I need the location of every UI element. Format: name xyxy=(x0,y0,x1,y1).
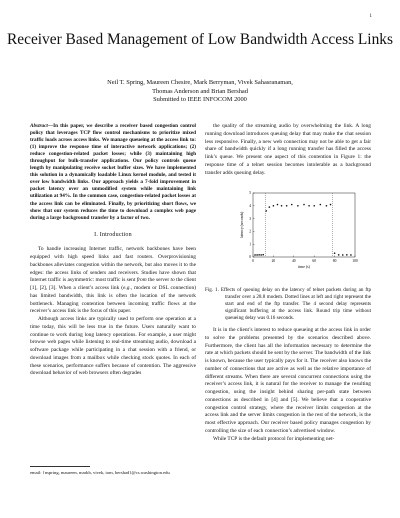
data-point xyxy=(334,253,336,255)
abstract xyxy=(30,123,196,222)
y-tick-label: 0 xyxy=(249,255,251,260)
data-point xyxy=(303,204,305,206)
plot-frame xyxy=(253,193,355,257)
right-column xyxy=(205,123,371,443)
x-tick-label: 40 xyxy=(292,259,296,264)
data-point xyxy=(308,205,310,207)
data-point xyxy=(338,254,340,256)
data-point xyxy=(265,210,267,212)
data-point xyxy=(254,254,256,256)
x-tick-label: 0 xyxy=(252,259,254,264)
x-tick-label: 20 xyxy=(271,259,276,264)
y-tick-label: 2 xyxy=(249,229,251,234)
intro-text: the client [1], [2], [3]. When a client’s access link ( xyxy=(30,277,196,292)
x-tick-label: 80 xyxy=(332,259,337,264)
y-tick-label: 1 xyxy=(249,242,251,247)
footnote-rule xyxy=(30,466,90,467)
data-point xyxy=(258,254,260,256)
x-axis-label: time (s) xyxy=(298,265,310,270)
right-paragraph-2: It is in the client’s interest to reduce queueing at the access link in order to solve the problems presented by the scenarios described above. Furthermore, the client has all the information necessary to determine the rate at which packets should be sent by the server. The bandwidth of the link is known, because the user typically pays for it. The receiver also knows the number of connections that are active as well as the relative importance of different streams. When there are several concurrent connections using the receiver’s access link, it is natural for the receiver to manage the resulting congestion, using the insight behind sharing per-path state between connections as described in [4] and [5]. We believe that a cooperative congestion control strategy, where the receiver limits congestion at the access link and the server limits congestion in the rest of the network, is the most effective approach. Our receiver based policy manages congestion by controlling the size of each connection’s advertised window. xyxy=(205,327,371,434)
intro-emph-to: to xyxy=(170,277,175,284)
y-tick-label: 4 xyxy=(249,204,251,209)
y-tick-label: 5 xyxy=(249,191,251,196)
data-point xyxy=(330,204,332,206)
intro-paragraph-2: Although access links are typically used to perform one operation at a time today, this will be less true in the future. Users naturally want to continue to work during long latency operations. For example, a user might browse web pages while listening to real-time streaming audio, download a software package while participating in a chat session with a friend, or download images from a mailbox while checking stock quotes. In each of these scenarios, performance suffers because of contention. The aggressive download behavior of web browsers often degrades xyxy=(30,316,196,377)
data-point xyxy=(320,204,322,206)
data-point xyxy=(277,204,279,206)
data-point xyxy=(346,254,348,256)
data-point xyxy=(313,205,315,207)
data-point xyxy=(256,254,258,256)
paper-title: Receiver Based Management of Low Bandwidth Access Links xyxy=(7,31,393,48)
data-point xyxy=(291,204,293,206)
data-point xyxy=(297,205,299,207)
data-point xyxy=(342,254,344,256)
submission-note: Submitted to IEEE INFOCOM 2000 xyxy=(153,96,247,104)
y-axis-label: latency (seconds) xyxy=(240,212,244,239)
author-block xyxy=(0,79,400,105)
authors-line-2: Thomas Anderson and Brian Bershad xyxy=(152,87,248,95)
left-column xyxy=(30,123,196,378)
intro-text: , modem or DSL connection) has limited bandwidth, this link is often the location of the network bottleneck. Managing contention between incoming traffic flows at the receiver’s access link is the focus of this paper. xyxy=(30,285,196,315)
page-number: 1 xyxy=(369,14,372,19)
data-point xyxy=(269,207,271,209)
intro-text: the server xyxy=(146,277,171,284)
right-paragraph-3: While TCP is the default protocol for implementing net- xyxy=(213,435,335,442)
footnote: email: {nspring, maureen, markb, vivek, tom, bershad}@cs.washington.edu xyxy=(30,470,170,475)
data-point xyxy=(281,205,283,207)
right-paragraph-1: the quality of the streaming audio by overwhelming the link. A long running download introduces queuing delay that may make the chat session less responsive. Finally, a new web connection may not be able to get a fair share of bandwidth quickly if a long running transfer has filled the access link’s queue. We present one aspect of this contention in Figure 1: the response time of a telnet session becomes intolerable as a background transfer adds queuing delay. xyxy=(205,123,371,176)
abstract-text: —In this paper, we describe a receiver based congestion control policy that leverages TCP flow control mechanisms to prioritize mixed traffic loads across access links. We manage queueing at the access link to: (1) improve the response time of interactive network applications; (2) reduce congestion-related packet losses; while (3) maintaining high throughput for bulk-transfer applications. Our policy controls queue length by manipulating receive socket buffer sizes. We have implemented this solution in a dynamically loadable Linux kernel module, and tested it over low bandwidth links. Our approach yields a 7-fold improvement in packet latency over an unmodified system while maintaining link utilization at 94%. In the common case, congestion-related packet losses at the access link can be eliminated. Finally, by prioritizing short flows, we show that our system reduces the time to download a complex web page during a large background transfer by a factor of two. xyxy=(30,123,196,221)
figure-1-chart xyxy=(205,187,371,277)
data-point xyxy=(350,254,352,256)
abstract-label: Abstract xyxy=(30,123,48,129)
data-point xyxy=(262,254,264,256)
intro-emph-from: from xyxy=(136,277,147,284)
data-point xyxy=(286,205,288,207)
data-point xyxy=(326,205,328,207)
caption-text: Effects of queuing delay on the latency of telnet packets during an ftp transfer over a 28.8 modem. Dotted lines at left and right represent the start and end of the ftp transfer. The 4 second delay represents significant buffering at the access link. Round trip time without queueing delay was 0.16 seconds. xyxy=(220,287,371,321)
data-point xyxy=(273,205,275,207)
caption-label: Fig. 1. xyxy=(205,287,219,293)
intro-emph-eg: e.g. xyxy=(123,285,131,292)
x-tick-label: 100 xyxy=(352,259,358,264)
authors-line: Neil T. Spring, Maureen Chesire, Mark Berryman, Vivek Sahasranaman, xyxy=(107,79,293,86)
section-heading: I. Introduction xyxy=(94,231,132,238)
intro-paragraph-1 xyxy=(30,246,196,316)
data-point xyxy=(260,254,262,256)
intro-text: To handle increasing Internet traffic, network backbones have been equipped with high speed links and fast routers. Overprovisioning backbones alleviates congestion within the network, but also moves it to the edges: the access links of senders and receivers. Studies have shown that Internet traffic is asymmetric: most traffic is sent xyxy=(30,246,196,284)
x-tick-label: 60 xyxy=(312,259,316,264)
figure-caption xyxy=(205,287,371,322)
y-tick-label: 3 xyxy=(249,217,251,222)
